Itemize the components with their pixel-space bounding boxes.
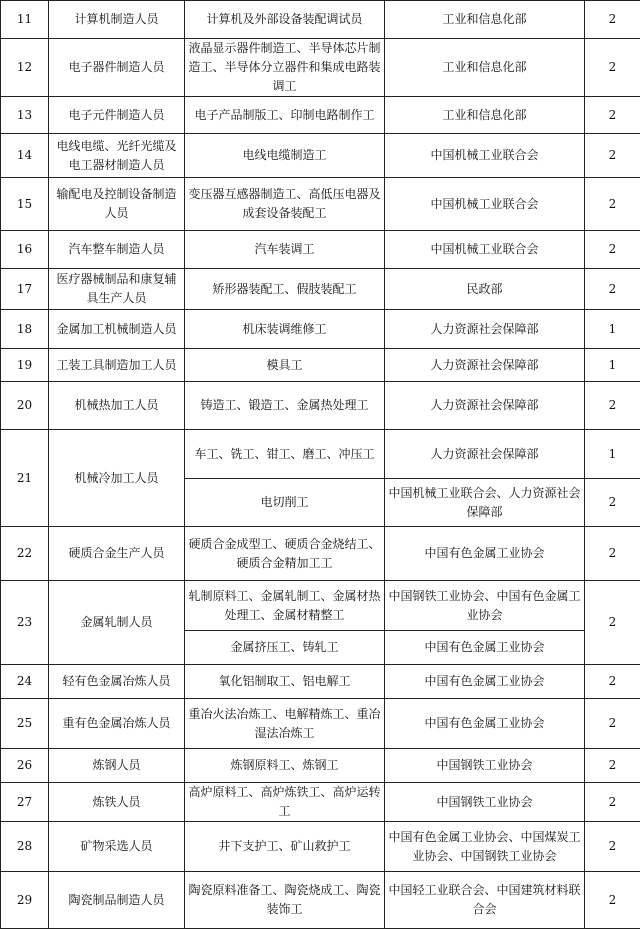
table-row (1, 382, 640, 430)
work-types-cell: 炼钢原料工、炼钢工 (185, 749, 385, 783)
count-cell: 2 (585, 231, 640, 269)
count-cell: 2 (585, 178, 640, 231)
row-number: 11 (1, 1, 49, 39)
row-number: 22 (1, 527, 49, 581)
row-number: 13 (1, 97, 49, 134)
occupation-cell: 工装工具制造加工人员 (49, 349, 185, 382)
row-number: 25 (1, 699, 49, 749)
department-cell: 民政部 (385, 269, 585, 310)
table-row (1, 39, 640, 97)
occupation-cell: 炼铁人员 (49, 783, 185, 822)
count-cell: 2 (585, 269, 640, 310)
department-cell: 工业和信息化部 (385, 97, 585, 134)
count-cell: 1 (585, 430, 640, 479)
department-cell: 工业和信息化部 (385, 39, 585, 97)
occupation-cell: 金属加工机械制造人员 (49, 310, 185, 349)
occupation-cell: 汽车整车制造人员 (49, 231, 185, 269)
row-number: 18 (1, 310, 49, 349)
count-cell: 2 (585, 479, 640, 527)
count-cell: 1 (585, 310, 640, 349)
department-cell: 人力资源社会保障部 (385, 382, 585, 430)
row-number: 23 (1, 581, 49, 665)
table-row (1, 783, 640, 822)
occupation-cell: 矿物采选人员 (49, 822, 185, 872)
row-number: 19 (1, 349, 49, 382)
occupation-cell: 机械冷加工人员 (49, 430, 185, 527)
count-cell: 2 (585, 699, 640, 749)
table-row (1, 872, 640, 929)
work-types-cell: 电线电缆制造工 (185, 134, 385, 178)
department-cell: 人力资源社会保障部 (385, 349, 585, 382)
occupation-cell: 计算机制造人员 (49, 1, 185, 39)
occupation-cell: 硬质合金生产人员 (49, 527, 185, 581)
department-cell: 中国钢铁工业协会、中国有色金属工业协会 (385, 581, 585, 631)
work-types-cell: 模具工 (185, 349, 385, 382)
row-number: 21 (1, 430, 49, 527)
occupation-cell: 金属轧制人员 (49, 581, 185, 665)
work-types-cell: 电子产品制版工、印制电路制作工 (185, 97, 385, 134)
work-types-cell: 车工、铣工、钳工、磨工、冲压工 (185, 430, 385, 479)
occupation-cell: 医疗器械制品和康复辅具生产人员 (49, 269, 185, 310)
department-cell: 工业和信息化部 (385, 1, 585, 39)
work-types-cell: 电切削工 (185, 479, 385, 527)
row-number: 27 (1, 783, 49, 822)
count-cell: 2 (585, 872, 640, 929)
work-types-cell: 金属挤压工、铸轧工 (185, 631, 385, 665)
table-row (1, 134, 640, 178)
table-row (1, 665, 640, 699)
department-cell: 中国机械工业联合会 (385, 134, 585, 178)
work-types-cell: 重冶火法冶炼工、电解精炼工、重冶湿法冶炼工 (185, 699, 385, 749)
occupation-cell: 炼钢人员 (49, 749, 185, 783)
table-row (1, 430, 640, 479)
table-row (1, 581, 640, 631)
row-number: 14 (1, 134, 49, 178)
table-row (1, 1, 640, 39)
occupation-cell: 轻有色金属冶炼人员 (49, 665, 185, 699)
occupation-cell: 重有色金属冶炼人员 (49, 699, 185, 749)
work-types-cell: 变压器互感器制造工、高低压电器及成套设备装配工 (185, 178, 385, 231)
department-cell: 中国有色金属工业协会 (385, 699, 585, 749)
count-cell: 2 (585, 97, 640, 134)
occupation-cell: 机械热加工人员 (49, 382, 185, 430)
department-cell: 中国钢铁工业协会 (385, 749, 585, 783)
row-number: 16 (1, 231, 49, 269)
work-types-cell: 计算机及外部设备装配调试员 (185, 1, 385, 39)
department-cell: 中国轻工业联合会、中国建筑材料联合会 (385, 872, 585, 929)
row-number: 29 (1, 872, 49, 929)
count-cell: 2 (585, 1, 640, 39)
occupation-cell: 陶瓷制品制造人员 (49, 872, 185, 929)
table-row (1, 178, 640, 231)
count-cell: 2 (585, 749, 640, 783)
row-number: 24 (1, 665, 49, 699)
occupation-cell: 电子元件制造人员 (49, 97, 185, 134)
count-cell: 1 (585, 349, 640, 382)
table-row (1, 310, 640, 349)
table-row (1, 822, 640, 872)
department-cell: 人力资源社会保障部 (385, 430, 585, 479)
row-number: 26 (1, 749, 49, 783)
work-types-cell: 汽车装调工 (185, 231, 385, 269)
count-cell: 2 (585, 665, 640, 699)
count-cell: 2 (585, 382, 640, 430)
department-cell: 中国有色金属工业协会 (385, 665, 585, 699)
table-row (1, 349, 640, 382)
department-cell: 中国有色金属工业协会 (385, 631, 585, 665)
work-types-cell: 机床装调维修工 (185, 310, 385, 349)
department-cell: 中国机械工业联合会 (385, 231, 585, 269)
work-types-cell: 氧化铝制取工、铝电解工 (185, 665, 385, 699)
row-number: 15 (1, 178, 49, 231)
count-cell: 2 (585, 783, 640, 822)
row-number: 12 (1, 39, 49, 97)
work-types-cell: 陶瓷原料准备工、陶瓷烧成工、陶瓷装饰工 (185, 872, 385, 929)
work-types-cell: 铸造工、锻造工、金属热处理工 (185, 382, 385, 430)
occupation-cell: 输配电及控制设备制造人员 (49, 178, 185, 231)
count-cell: 2 (585, 581, 640, 665)
row-number: 28 (1, 822, 49, 872)
occupation-cell: 电子器件制造人员 (49, 39, 185, 97)
work-types-cell: 高炉原料工、高炉炼铁工、高炉运转工 (185, 783, 385, 822)
work-types-cell: 液晶显示器件制造工、半导体芯片制造工、半导体分立器件和集成电路装调工 (185, 39, 385, 97)
occupation-cell: 电线电缆、光纤光缆及电工器材制造人员 (49, 134, 185, 178)
count-cell: 2 (585, 822, 640, 872)
row-number: 20 (1, 382, 49, 430)
count-cell: 2 (585, 134, 640, 178)
work-types-cell: 矫形器装配工、假肢装配工 (185, 269, 385, 310)
table-row (1, 231, 640, 269)
department-cell: 中国有色金属工业协会 (385, 527, 585, 581)
department-cell: 中国有色金属工业协会、中国煤炭工业协会、中国钢铁工业协会 (385, 822, 585, 872)
row-number: 17 (1, 269, 49, 310)
count-cell: 2 (585, 527, 640, 581)
table-row (1, 699, 640, 749)
department-cell: 中国机械工业联合会、人力资源社会保障部 (385, 479, 585, 527)
work-types-cell: 硬质合金成型工、硬质合金烧结工、硬质合金精加工工 (185, 527, 385, 581)
table-row (1, 749, 640, 783)
work-types-cell: 轧制原料工、金属轧制工、金属材热处理工、金属材精整工 (185, 581, 385, 631)
table-row (1, 97, 640, 134)
department-cell: 中国机械工业联合会 (385, 178, 585, 231)
table-row (1, 269, 640, 310)
work-types-cell: 井下支护工、矿山救护工 (185, 822, 385, 872)
department-cell: 中国钢铁工业协会 (385, 783, 585, 822)
department-cell: 人力资源社会保障部 (385, 310, 585, 349)
count-cell: 2 (585, 39, 640, 97)
table-row (1, 527, 640, 581)
